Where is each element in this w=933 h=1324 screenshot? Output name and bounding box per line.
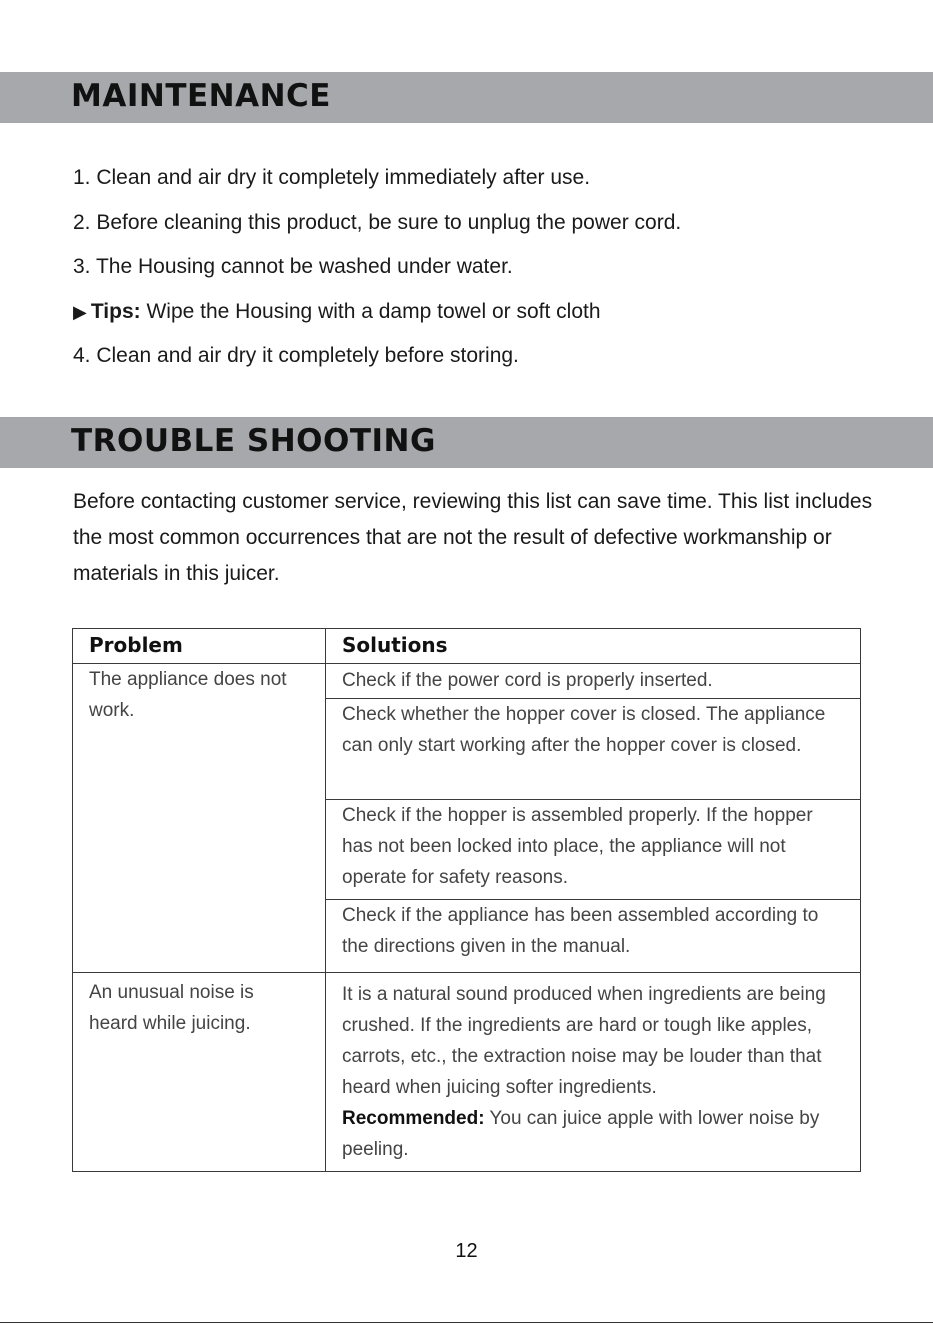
noise-explanation: It is a natural sound produced when ingredients are being crushed. If the ingredients are hard or tough like apples, carrots, etc., the extraction noise may be louder than that heard when juicing softer ingredients. — [342, 984, 826, 1098]
solution-cell: Check whether the hopper cover is closed. The appliance can only start working after the hopper cover is closed. — [326, 699, 861, 800]
table-row — [73, 973, 861, 1172]
play-arrow-icon: ▶ — [73, 301, 87, 322]
troubleshooting-intro: Before contacting customer service, reviewing this list can save time. This list includes the most common occurrences that are not the result of defective workmanship or materials in this juicer. — [73, 490, 873, 585]
solutions-header: Solutions — [326, 629, 861, 664]
troubleshooting-table — [72, 628, 861, 1172]
troubleshooting-title: TROUBLE SHOOTING — [71, 423, 436, 459]
maintenance-item-3: 3. The Housing cannot be washed under water. — [73, 255, 513, 278]
solution-cell: Check if the power cord is properly inserted. — [326, 664, 861, 699]
problem-cell: An unusual noise is heard while juicing. — [73, 973, 326, 1172]
recommended-label: Recommended: — [342, 1108, 485, 1129]
maintenance-list — [73, 160, 681, 383]
table-header-row — [73, 629, 861, 664]
maintenance-tip — [73, 294, 681, 339]
maintenance-item-2: 2. Before cleaning this product, be sure to unplug the power cord. — [73, 210, 682, 234]
bottom-divider — [0, 1322, 933, 1323]
solution-cell — [326, 973, 861, 1172]
problem-header: Problem — [73, 629, 326, 664]
tip-text: Wipe the Housing with a damp towel or soft cloth — [140, 299, 601, 323]
maintenance-item-1: 1. Clean and air dry it completely immediately after use. — [73, 166, 591, 189]
page-number: 12 — [455, 1240, 478, 1262]
solution-cell: Check if the hopper is assembled properly. If the hopper has not been locked into place, the appliance will not operate for safety reasons. — [326, 800, 861, 900]
recommended-text: You can juice apple with lower noise by peeling. — [342, 1108, 820, 1160]
troubleshooting-header-bar — [0, 417, 933, 468]
table-row — [73, 664, 861, 699]
maintenance-title: MAINTENANCE — [71, 78, 331, 114]
maintenance-header-bar — [0, 72, 933, 123]
maintenance-item-4: 4. Clean and air dry it completely before storing. — [73, 344, 519, 367]
tip-label: Tips: — [90, 299, 141, 323]
problem-cell: The appliance does not work. — [73, 664, 326, 973]
solution-cell: Check if the appliance has been assembled according to the directions given in the manual. — [326, 900, 861, 973]
